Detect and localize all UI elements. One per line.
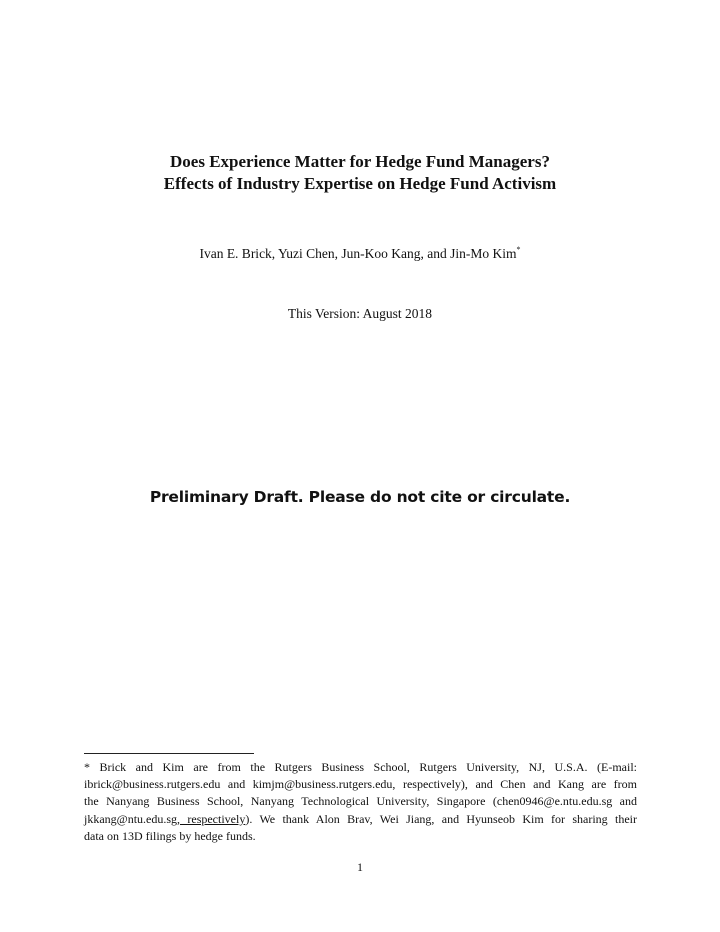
footnote-line-1: * Brick and Kim are from the Rutgers Business School, Rutgers University, NJ, U.S.A. (E-mail:	[84, 760, 637, 774]
footnote-line-2: ibrick@business.rutgers.edu and kimjm@business.rutgers.edu, respectively), and Chen and Kang are from	[84, 777, 637, 792]
author-names: Ivan E. Brick, Yuzi Chen, Jun-Koo Kang, and Jin-Mo Kim	[199, 246, 517, 261]
author-footnote-marker[interactable]: *	[516, 245, 521, 254]
footnote-line-4-rest: ). We thank Alon Brav, Wei Jiang, and Hyunseob Kim for sharing their	[245, 811, 637, 826]
author-list	[0, 245, 720, 263]
page-number: 1	[357, 860, 363, 874]
footnote-separator	[84, 753, 254, 754]
paper-title-line-2: Effects of Industry Expertise on Hedge Fund Activism	[163, 174, 557, 193]
footnote-line-3: the Nanyang Business School, Nanyang Technological University, Singapore (chen0946@e.ntu.edu.sg and	[84, 794, 637, 809]
paper-title-line-1: Does Experience Matter for Hedge Fund Managers?	[170, 152, 550, 171]
version-date: This Version: August 2018	[287, 306, 433, 321]
draft-notice: Preliminary Draft. Please do not cite or circulate.	[149, 488, 571, 506]
footnote-line-4	[84, 811, 637, 828]
footnote	[84, 759, 637, 845]
footnote-underlined-text: , respectively	[177, 811, 246, 826]
footnote-line-5: data on 13D filings by hedge funds.	[84, 828, 256, 843]
footnote-email-link[interactable]: jkkang@ntu.edu.sg	[84, 811, 178, 826]
